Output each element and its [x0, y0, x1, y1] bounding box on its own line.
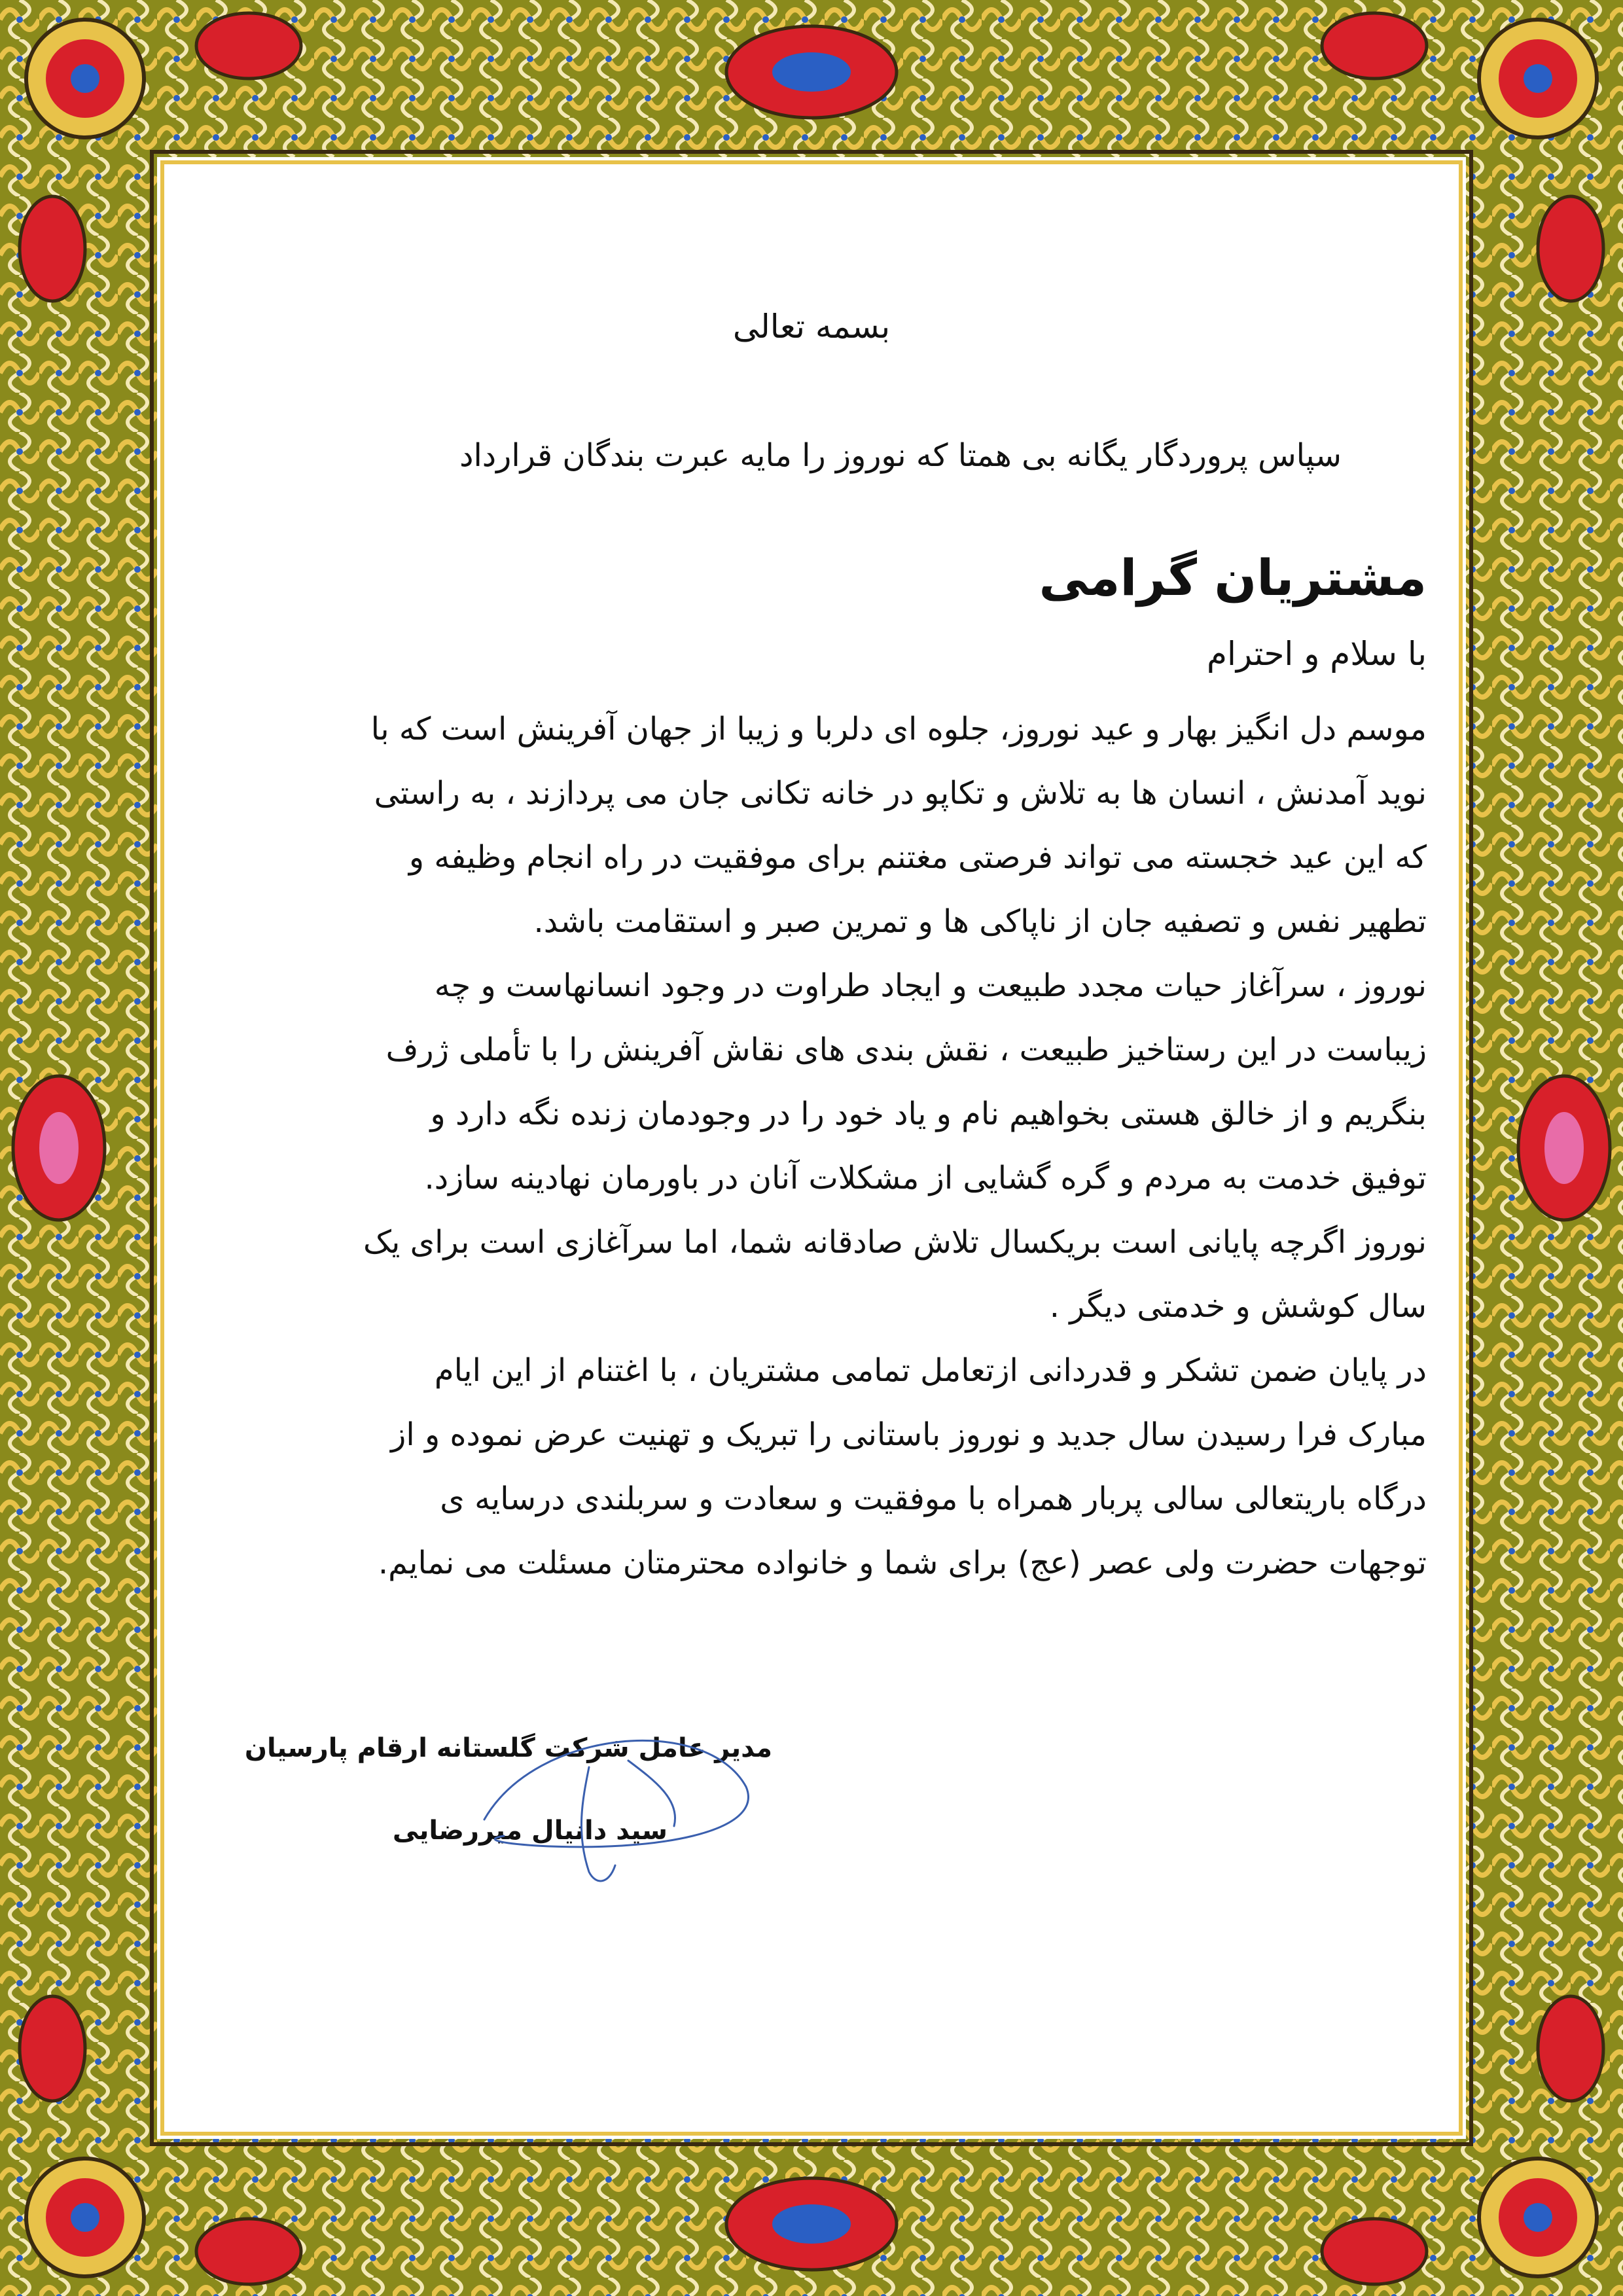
body-line: بنگریم و از خالق هستی بخواهیم نام و یاد خود را در وجودمان زنده نگه دارد و	[430, 1096, 1427, 1132]
paragraph-3	[196, 1210, 1427, 1338]
body-line: در پایان ضمن تشکر و قدردانی ازتعامل تمامی مشتریان ، با اغتنام از این ایام	[434, 1352, 1427, 1389]
body-line: که این عید خجسته می تواند فرصتی مغتنم برای موفقیت در راه انجام وظیفه و	[408, 839, 1427, 876]
side-medallion-right	[1518, 1076, 1610, 1220]
greeting-line: با سلام و احترام	[1207, 635, 1427, 673]
handwritten-signature	[458, 1689, 772, 1898]
signature-stroke	[484, 1740, 748, 1881]
heading-praise: سپاس پروردگار یگانه بی همتا که نوروز را مایه عبرت بندگان قرارداد	[459, 437, 1342, 474]
bottom-medallion	[726, 2178, 897, 2270]
body-line: نوید آمدنش ، انسان ها به تلاش و تکاپو در خانه تکانی جان می پردازند ، به راستی	[374, 775, 1427, 812]
body-line: نوروز اگرچه پایانی است بریکسال تلاش صادقانه شما، اما سرآغازی است برای یک	[363, 1224, 1427, 1261]
paragraph-2	[196, 954, 1427, 1210]
body-line: نوروز ، سرآغاز حیات مجدد طبیعت و ایجاد طراوت در وجود انسانهاست و چه	[434, 967, 1427, 1004]
body-line: موسم دل انگیز بهار و عید نوروز، جلوه ای دلربا و زیبا از جهان آفرینش است که با	[370, 711, 1427, 747]
paragraph-4	[196, 1338, 1427, 1595]
side-medallion-left	[13, 1076, 105, 1220]
letter-body	[196, 697, 1427, 1595]
body-line: توفیق خدمت به مردم و گره گشایی از مشکلات آنان در باورمان نهادینه سازد.	[424, 1160, 1427, 1196]
salutation-title: مشتریان گرامی	[1039, 548, 1427, 607]
body-line: زیباست در این رستاخیز طبیعت ، نقش بندی های نقاش آفرینش را با تأملی ژرف	[385, 1031, 1427, 1068]
top-medallion	[726, 26, 897, 118]
signer-name: سید دانیال میررضایی	[392, 1816, 668, 1846]
paragraph-1	[196, 697, 1427, 954]
body-line: توجهات حضرت ولی عصر (عج) برای شما و خانواده محترمتان مسئلت می نمایم.	[378, 1545, 1427, 1581]
body-line: سال کوشش و خدمتی دیگر .	[1049, 1288, 1427, 1325]
body-line: مبارک فرا رسیدن سال جدید و نوروز باستانی را تبریک و تهنیت عرض نموده و از	[391, 1416, 1427, 1453]
body-line: درگاه باریتعالی سالی پربار همراه با موفقیت و سعادت و سربلندی درسایه ی	[440, 1480, 1427, 1517]
heading-bismillah: بسمه تعالی	[732, 308, 891, 346]
signer-role: مدیر عامل شرکت گلستانه ارقام پارسیان	[244, 1733, 772, 1763]
body-line: تطهیر نفس و تصفیه جان از ناپاکی ها و تمرین صبر و استقامت باشد.	[533, 903, 1427, 940]
